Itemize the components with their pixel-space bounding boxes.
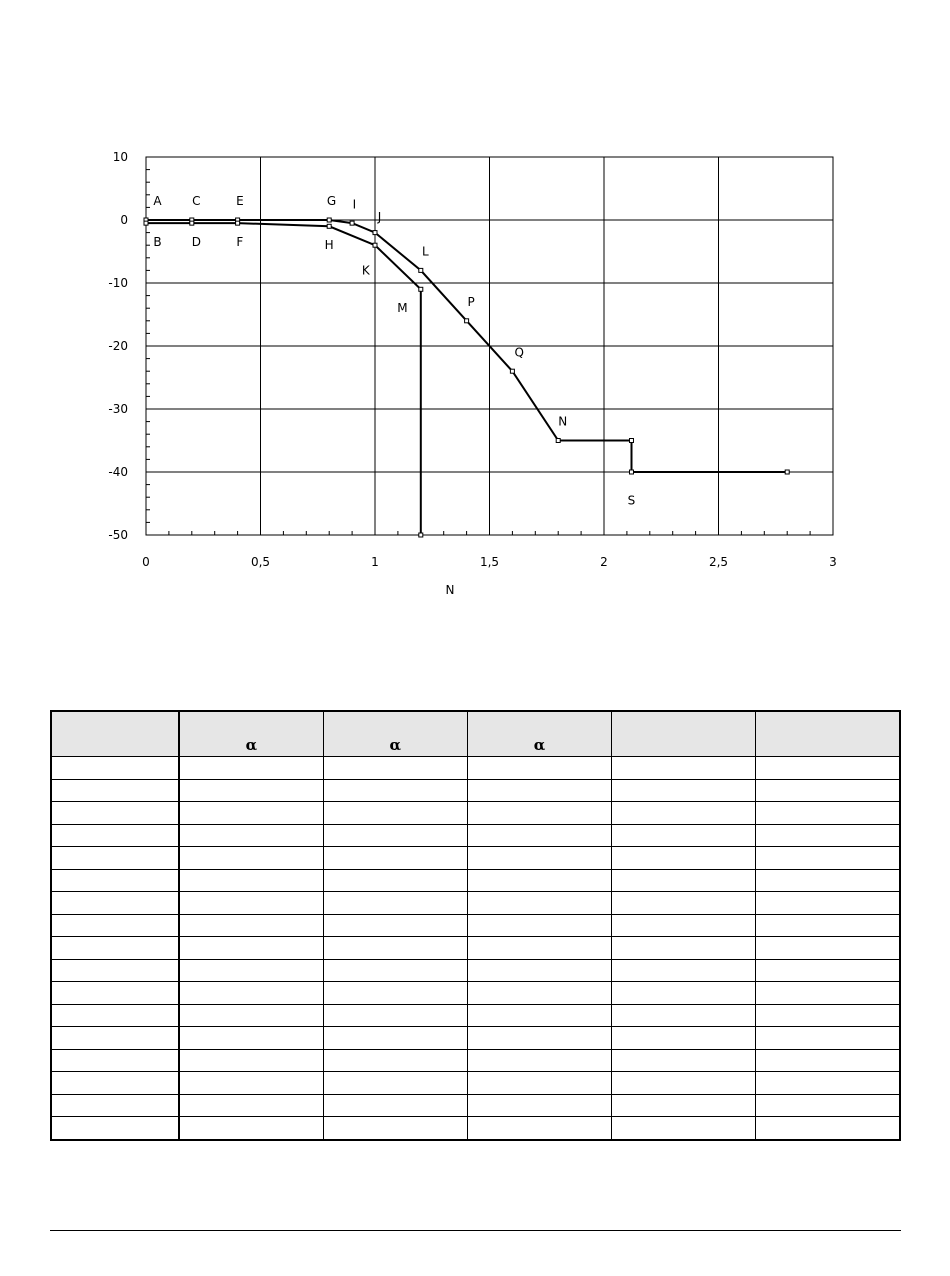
table-cell — [179, 937, 323, 960]
point-label: M — [397, 301, 408, 316]
table-cell — [612, 1004, 756, 1027]
table-cell — [612, 1027, 756, 1050]
table-cell — [323, 802, 467, 825]
table-row — [51, 847, 900, 870]
table-cell — [51, 1072, 179, 1095]
table-cell — [51, 959, 179, 982]
table-cell — [756, 1094, 900, 1117]
table-cell — [179, 779, 323, 802]
table-cell — [179, 959, 323, 982]
table-cell — [467, 757, 611, 780]
table-cell — [51, 757, 179, 780]
table-cell — [612, 802, 756, 825]
table-cell — [612, 1072, 756, 1095]
table-cell — [179, 982, 323, 1005]
table-cell — [467, 802, 611, 825]
table-cell — [179, 1049, 323, 1072]
table-cell — [467, 1117, 611, 1140]
table-row — [51, 1072, 900, 1095]
table-cell — [756, 824, 900, 847]
y-tick-label: 0 — [120, 213, 128, 227]
table-cell — [323, 824, 467, 847]
chart-labels — [153, 194, 635, 507]
data-point — [510, 369, 514, 373]
table-row — [51, 802, 900, 825]
table-header-cell: α — [323, 711, 467, 757]
data-point — [327, 224, 331, 228]
table-row — [51, 982, 900, 1005]
table-cell — [51, 802, 179, 825]
y-tick-label: -20 — [108, 339, 128, 353]
table-cell — [756, 982, 900, 1005]
data-point — [373, 231, 377, 235]
table-cell — [323, 779, 467, 802]
table-header-cell — [612, 711, 756, 757]
table-row — [51, 779, 900, 802]
table-cell — [179, 914, 323, 937]
table-header-cell: α — [179, 711, 323, 757]
table-cell — [51, 1117, 179, 1140]
table-cell — [612, 824, 756, 847]
table-header-cell — [51, 711, 179, 757]
table-cell — [467, 1094, 611, 1117]
table-cell — [467, 959, 611, 982]
chart-series — [144, 218, 789, 537]
table-header-row — [51, 711, 900, 757]
table-row — [51, 1049, 900, 1072]
data-point — [327, 218, 331, 222]
table-cell — [51, 937, 179, 960]
table-cell — [51, 1094, 179, 1117]
data-point — [373, 243, 377, 247]
point-label: K — [361, 263, 370, 278]
x-tick-label: 0 — [142, 555, 150, 569]
table-cell — [323, 1117, 467, 1140]
table-cell — [467, 824, 611, 847]
table-cell — [467, 1049, 611, 1072]
table-cell — [323, 869, 467, 892]
table-cell — [51, 869, 179, 892]
table-row — [51, 869, 900, 892]
table-cell — [756, 1004, 900, 1027]
table-row — [51, 1027, 900, 1050]
table-cell — [51, 1004, 179, 1027]
x-tick-label: 2 — [600, 555, 608, 569]
point-label: N — [558, 414, 568, 429]
table-cell — [179, 802, 323, 825]
series-line-2 — [146, 223, 421, 535]
table-cell — [323, 982, 467, 1005]
point-label: I — [352, 197, 357, 212]
data-point — [465, 319, 469, 323]
table-cell — [467, 1072, 611, 1095]
table-row — [51, 1094, 900, 1117]
table-cell — [756, 757, 900, 780]
table-cell — [612, 779, 756, 802]
point-label: J — [377, 209, 382, 224]
chart-axes — [108, 150, 836, 569]
table-row — [51, 914, 900, 937]
table-cell — [179, 1094, 323, 1117]
data-point — [556, 439, 560, 443]
table-cell — [756, 1117, 900, 1140]
point-label: S — [627, 493, 636, 508]
table-cell — [612, 847, 756, 870]
table-row — [51, 892, 900, 915]
table-cell — [467, 982, 611, 1005]
table-cell — [179, 824, 323, 847]
x-tick-label: 3 — [829, 555, 837, 569]
table-cell — [467, 1004, 611, 1027]
data-point — [236, 221, 240, 225]
table-cell — [51, 1049, 179, 1072]
table-row — [51, 824, 900, 847]
point-label: D — [191, 235, 202, 250]
table-cell — [612, 937, 756, 960]
table-cell — [51, 914, 179, 937]
point-label: C — [192, 194, 201, 209]
table-cell — [467, 847, 611, 870]
point-label: H — [324, 238, 334, 253]
table-cell — [756, 1049, 900, 1072]
data-point — [629, 470, 633, 474]
y-tick-label: -50 — [108, 528, 128, 542]
table-cell — [51, 847, 179, 870]
table-cell — [323, 757, 467, 780]
table-cell — [756, 937, 900, 960]
table-cell — [612, 959, 756, 982]
table-cell — [467, 937, 611, 960]
table-cell — [51, 892, 179, 915]
table-cell — [612, 892, 756, 915]
data-point — [419, 268, 423, 272]
table-cell — [179, 869, 323, 892]
table-cell — [51, 779, 179, 802]
footer-rule — [50, 1230, 901, 1231]
table-cell — [612, 982, 756, 1005]
x-tick-label: 2,5 — [708, 555, 729, 569]
table-cell — [467, 869, 611, 892]
x-axis-label: N — [445, 583, 455, 597]
table-cell — [612, 869, 756, 892]
data-point — [419, 287, 423, 291]
table-cell — [467, 1027, 611, 1050]
point-label: Q — [514, 345, 524, 360]
point-label: P — [467, 294, 475, 309]
x-tick-label: 1 — [371, 555, 379, 569]
point-label: A — [153, 194, 162, 209]
chart — [0, 0, 950, 620]
table-row — [51, 1004, 900, 1027]
table-cell — [323, 914, 467, 937]
table-row — [51, 1117, 900, 1140]
y-tick-label: -30 — [108, 402, 128, 416]
table-header-cell — [756, 711, 900, 757]
data-point — [785, 470, 789, 474]
table-cell — [323, 1027, 467, 1050]
table-cell — [756, 892, 900, 915]
table-cell — [612, 1117, 756, 1140]
table-cell — [323, 937, 467, 960]
data-point — [629, 439, 633, 443]
table-cell — [51, 1027, 179, 1050]
table-cell — [179, 1027, 323, 1050]
x-tick-label: 1,5 — [479, 555, 500, 569]
table-cell — [323, 1004, 467, 1027]
data-point — [419, 533, 423, 537]
table-cell — [756, 869, 900, 892]
data-point — [350, 221, 354, 225]
table-cell — [179, 1117, 323, 1140]
table-cell — [612, 1094, 756, 1117]
table-cell — [179, 1004, 323, 1027]
point-label: G — [326, 194, 337, 209]
point-label: B — [153, 235, 162, 250]
table-cell — [179, 1072, 323, 1095]
table-cell — [323, 1094, 467, 1117]
data-point — [144, 221, 148, 225]
table-cell — [612, 914, 756, 937]
table-cell — [756, 779, 900, 802]
table-row — [51, 959, 900, 982]
table-cell — [756, 914, 900, 937]
table-cell — [323, 959, 467, 982]
table-row — [51, 757, 900, 780]
y-tick-label: -10 — [108, 276, 128, 290]
data-table — [50, 710, 901, 1141]
table-cell — [612, 757, 756, 780]
table-cell — [756, 1072, 900, 1095]
table-cell — [467, 779, 611, 802]
table-cell — [51, 982, 179, 1005]
x-tick-label: 0,5 — [250, 555, 271, 569]
table-cell — [323, 847, 467, 870]
y-tick-label: 10 — [112, 150, 128, 164]
point-label: E — [236, 194, 244, 209]
y-tick-label: -40 — [108, 465, 128, 479]
point-label: F — [236, 235, 244, 250]
table-row — [51, 937, 900, 960]
data-point — [190, 221, 194, 225]
table-cell — [179, 847, 323, 870]
table-cell — [612, 1049, 756, 1072]
point-label: L — [422, 244, 429, 259]
table-cell — [323, 892, 467, 915]
table-cell — [323, 1049, 467, 1072]
table-header-cell: α — [467, 711, 611, 757]
table-cell — [467, 914, 611, 937]
table-cell — [756, 959, 900, 982]
table-cell — [179, 892, 323, 915]
table-cell — [51, 824, 179, 847]
table-cell — [756, 1027, 900, 1050]
table-cell — [756, 847, 900, 870]
table-cell — [467, 892, 611, 915]
table-cell — [756, 802, 900, 825]
table-cell — [323, 1072, 467, 1095]
table-cell — [179, 757, 323, 780]
